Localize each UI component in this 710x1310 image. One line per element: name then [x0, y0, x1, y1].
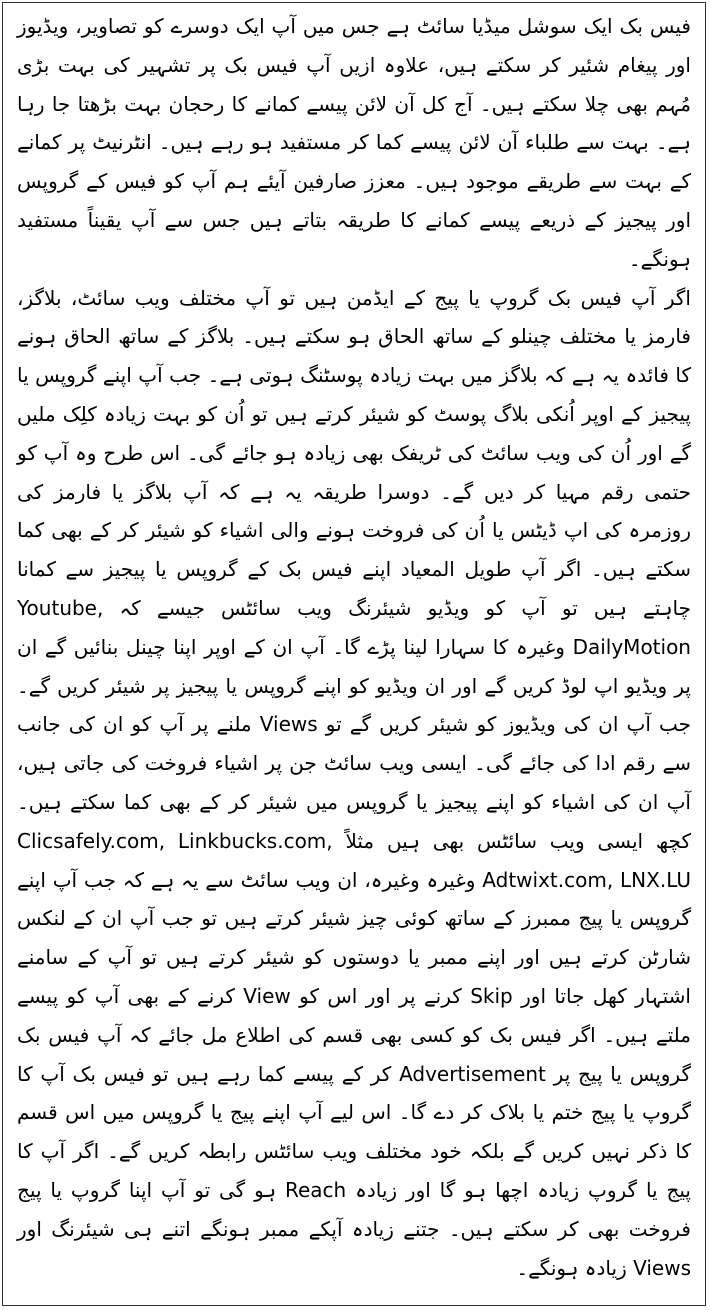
article-page [2, 2, 706, 1306]
article-body [17, 7, 691, 1287]
article-paragraph: فیس بک ایک سوشل میڈیا سائٹ ہے جس میں آپ ایک دوسرے کو تصاویر، ویڈیوز اور پیغام شئیر کر سکتے ہیں، علاوہ ازیں آپ فیس بک پر تشہیر کی بہت بڑی مُہم بھی چلا سکتے ہیں۔ آج کل آن لائن پیسے کمانے کا رحجان بہت بڑھتا جا رہا ہے۔ بہت سے طلباء آن لائن پیسے کما کر مستفید ہو رہے ہیں۔ انٹرنیٹ پر کمانے کے بہت سے طریقے موجود ہیں۔ معزز صارفین آیئے ہم آپ کو فیس کے گروپس اور پیجیز کے ذریعے پیسے کمانے کا طریقہ بتاتے ہیں جس سے آپ یقیناً مستفید ہونگے۔ [17, 14, 691, 271]
article-paragraph: اگر آپ فیس بک گروپ یا پیج کے ایڈمن ہیں تو آپ مختلف ویب سائٹ، بلاگز، فارمز یا مختلف چینلو کے ساتھ الحاق ہو سکتے ہیں۔ بلاگز کے ساتھ الحاق ہونے کا فائدہ یہ ہے کہ بلاگز میں بہت زیادہ پوسٹنگ ہوتی ہے۔ جب آپ اپنے گروپس یا پیجیز کے اوپر اُنکی بلاگ پوسٹ کو شیئر کرتے ہیں تو اُن کو بہت زیادہ کلِک ملیں گے اور اُن کی ویب سائٹ کی ٹریفک بھی زیادہ ہو جائے گی۔ اس طرح وہ آپ کو حتمی رقم مہیا کر دیں گے۔ دوسرا طریقہ یہ ہے کہ آپ بلاگز یا فارمز کی روزمرہ کی اپ ڈیٹس یا اُن کی فروخت ہونے والی اشیاء کو شیئر کر کے بھی کما سکتے ہیں۔ اگر آپ طویل المعیاد اپنے فیس بک کے گروپس یا پیجیز سے کمانا چاہتے ہیں تو آپ کو ویڈیو شیئرنگ ویب سائٹس جیسے کہ Youtube, DailyMotion وغیرہ کا سہارا لینا پڑے گا۔ آپ ان کے اوپر اپنا چینل بنائیں گے ان پر ویڈیو اپ لوڈ کریں گے اور ان ویڈیو کو اپنے گروپس یا پیجیز پر شیئر کریں گے۔ جب آپ ان کی ویڈیوز کو شیئر کریں گے تو Views ملنے پر آپ کو ان کی جانب سے رقم ادا کی جائے گی۔ ایسی ویب سائٹ جن پر اشیاء فروخت کی جاتی ہیں، آپ ان کی اشیاء کو اپنے پیجیز یا گروپس میں شیئر کر کے بھی کما سکتے ہیں۔ کچھ ایسی ویب سائٹس بھی ہیں مثلاً Clicsafely.com, Linkbucks.com, Adtwixt.com, LNX.LU وغیرہ وغیرہ، ان ویب سائٹ سے یہ ہے کہ جب آپ اپنے گروپس یا پیج ممبرز کے ساتھ کوئی چیز شیئر کرتے ہیں تو جب آپ ان کے لنکس شارٹن کرتے ہیں اور اپنے ممبر یا دوستوں کو شیئر کرتے ہیں تو آپ کے سامنے اشتہار کھل جاتا اور Skip کرنے پر اور اس کو View کرنے کے بھی آپ کو پیسے ملتے ہیں۔ اگر فیس بک کو کسی بھی قسم کی اطلاع مل جائے کہ آپ فیس بک گروپس یا پیج پر Advertisement کر کے پیسے کما رہے ہیں تو فیس بک آپ کا گروپ یا پیج ختم یا بلاک کر دے گا۔ اس لیے آپ اپنے پیج یا گروپس میں اس قسم کا ذکر نہیں کریں گے بلکہ خود مختلف ویب سائٹس رابطہ کریں گے۔ اگر آپ کا پیج یا گروپ زیادہ اچھا ہو گا اور زیادہ Reach ہو گی تو آپ اپنا گروپ یا پیج فروخت بھی کر سکتے ہیں۔ جتنے زیادہ آپکے ممبر ہونگے اتنے ہی شیئرنگ اور Views زیادہ ہونگے۔ [17, 285, 691, 1280]
